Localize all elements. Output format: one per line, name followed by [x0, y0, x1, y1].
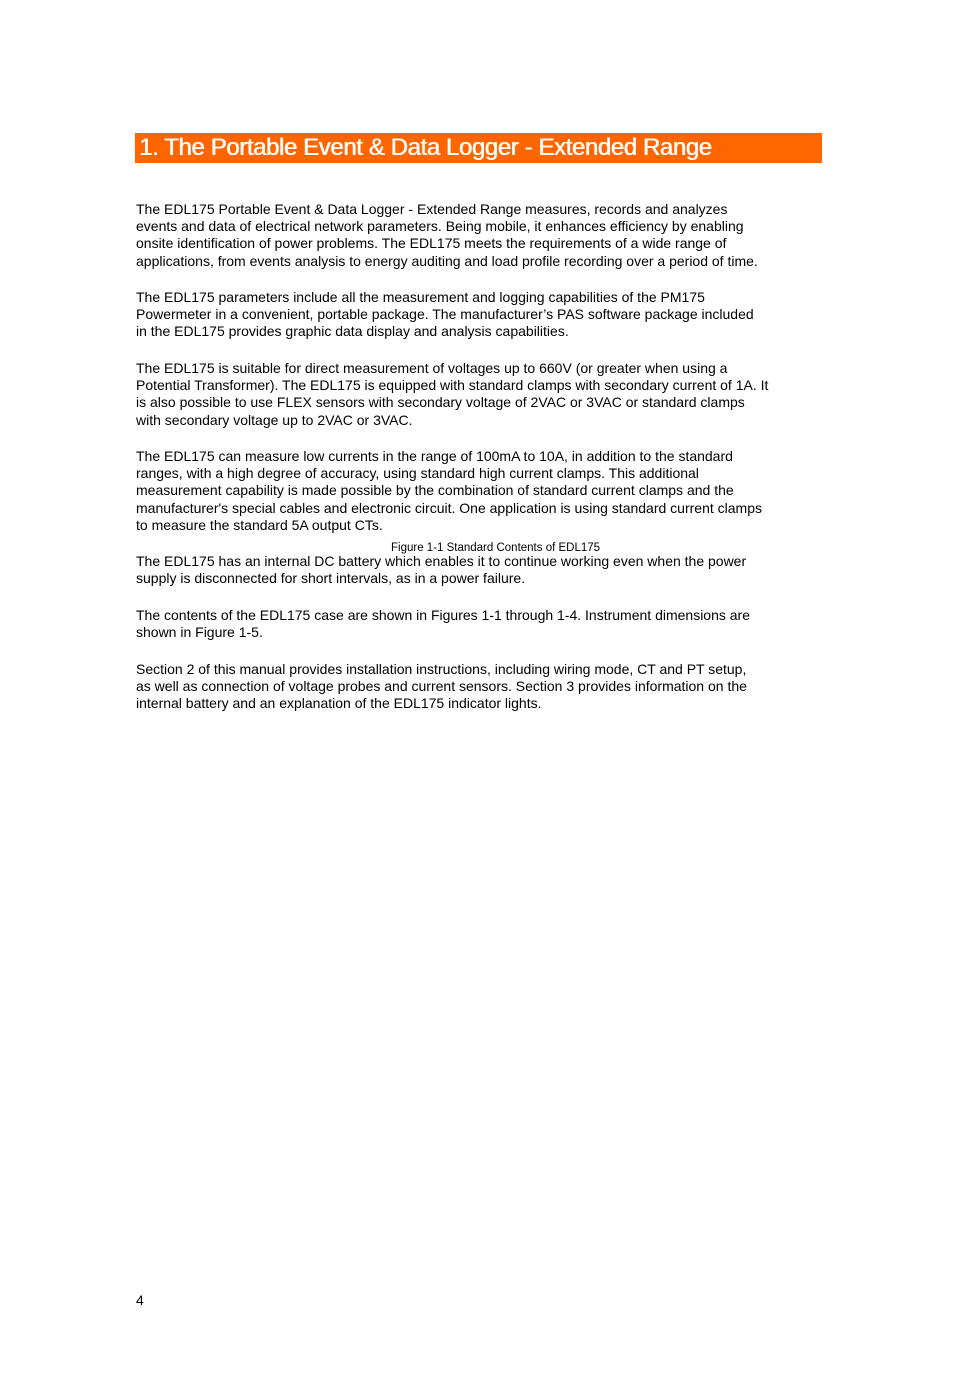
- section-heading-bar: [135, 133, 822, 163]
- paragraph-parameters: The EDL175 parameters include all the measurement and logging capabilities of the PM175 Powermeter in a convenient, portable package. The manufacturer’s PAS software package included in the EDL175 provides graphic data display and analysis capabilities.: [136, 289, 754, 340]
- page-number: 4: [136, 1292, 144, 1308]
- paragraph-voltage-measurement: The EDL175 is suitable for direct measurement of voltages up to 660V (or greater when using a Potential Transformer). The EDL175 is equipped with standard clamps with secondary current of 1A. It is also possible to use FLEX sensors with secondary voltage of 2VAC or 3VAC or standard clamps with secondary voltage up to 2VAC or 3VAC.: [136, 360, 769, 428]
- paragraph-sections: Section 2 of this manual provides installation instructions, including wiring mode, CT and PT setup, as well as connection of voltage probes and current sensors. Section 3 provides information on the internal battery and an explanation of the EDL175 indicator lights.: [136, 661, 747, 712]
- paragraph-battery: The EDL175 has an internal DC battery which enables it to continue working even when the power supply is disconnected for short intervals, as in a power failure.: [136, 553, 747, 587]
- section-heading: 1. The Portable Event & Data Logger - Extended Range: [139, 134, 712, 161]
- figure-caption: Figure 1-1 Standard Contents of EDL175: [391, 542, 601, 554]
- paragraph-case-contents: The contents of the EDL175 case are shown in Figures 1-1 through 1-4. Instrument dimensions are shown in Figure 1-5.: [136, 607, 751, 641]
- paragraph-low-currents: The EDL175 can measure low currents in the range of 100mA to 10A, in addition to the standard ranges, with a high degree of accuracy, using standard high current clamps. This additional measurement capability is made possible by the combination of standard current clamps and the manufacturer's special cables and electronic circuit. One application is using standard current clamps to measure the standard 5A output CTs.: [136, 448, 762, 533]
- paragraph-intro: The EDL175 Portable Event & Data Logger - Extended Range measures, records and analyzes events and data of electrical network parameters. Being mobile, it enhances efficiency by enabling onsite identification of power problems. The EDL175 meets the requirements of a wide range of applications, from events analysis to energy auditing and load profile recording over a period of time.: [136, 201, 758, 269]
